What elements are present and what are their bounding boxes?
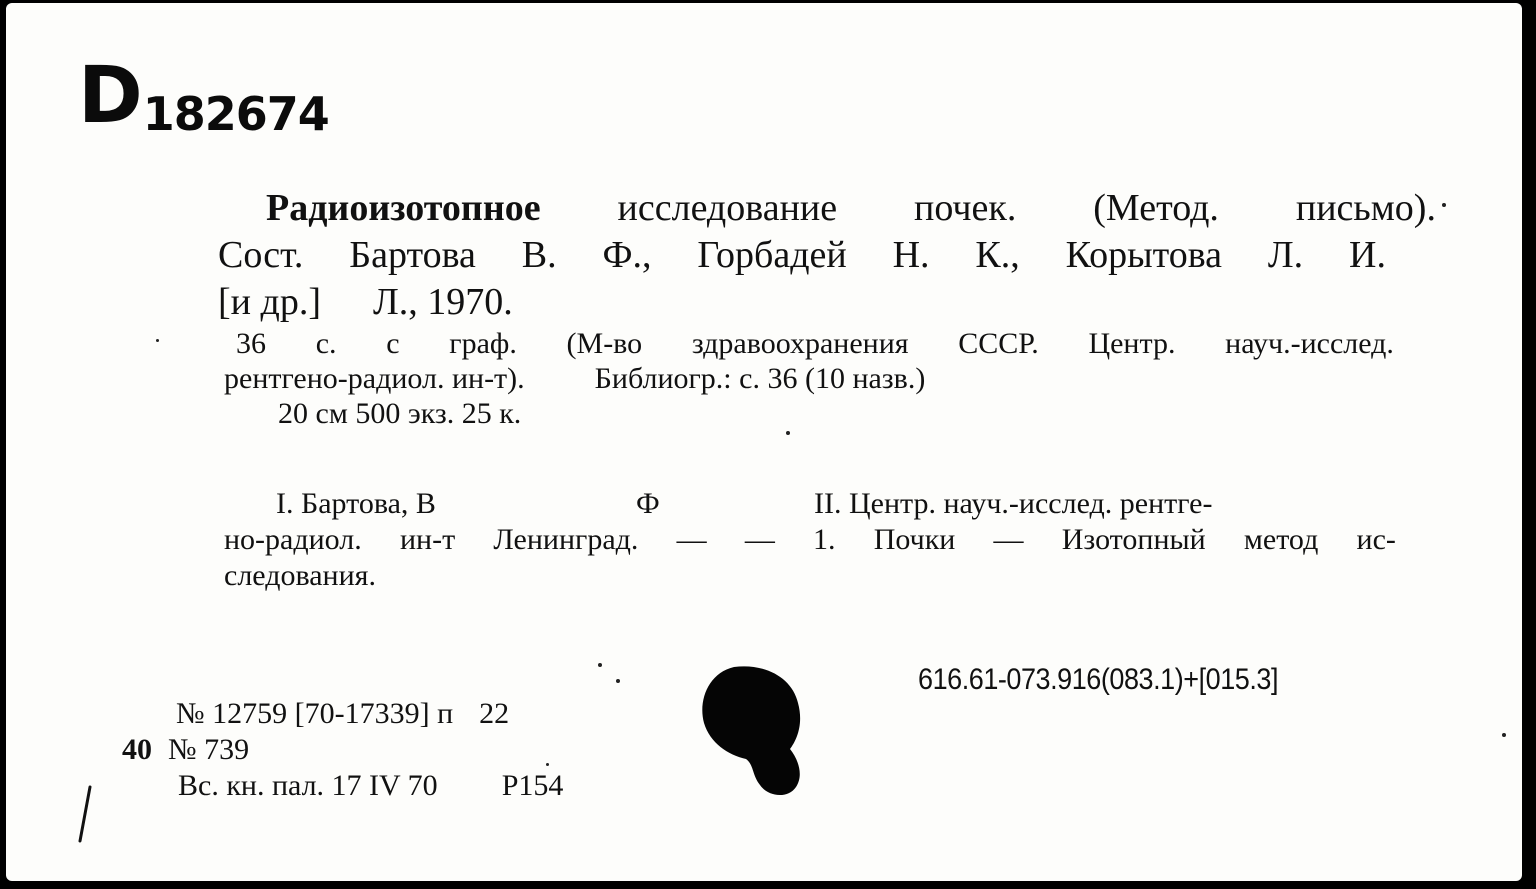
title-line-3 xyxy=(218,279,1398,326)
tracing-word: — xyxy=(993,523,1024,556)
collation-word: с xyxy=(386,327,400,360)
dust-speck xyxy=(1442,203,1446,207)
title-word: исследование xyxy=(617,187,838,229)
collation-word: науч.-исслед. xyxy=(1225,327,1394,360)
collation-line-1 xyxy=(236,326,1394,361)
title-line-1 xyxy=(266,185,1436,232)
record-code: Р154 xyxy=(501,769,564,802)
handwritten-call-number xyxy=(78,51,329,141)
tracing-initial: Ф xyxy=(636,487,660,520)
title-word: Сост. xyxy=(218,234,304,276)
record-chamber: Вс. кн. пал. 17 IV 70 xyxy=(178,769,438,802)
dust-speck xyxy=(546,763,549,766)
tracing-word: Почки xyxy=(873,523,956,556)
title-block xyxy=(218,185,1436,326)
collation-word: (М-во xyxy=(566,327,643,360)
collation-copies: 500 экз. 25 к. xyxy=(355,397,522,430)
title-imprint: Л., 1970. xyxy=(372,281,513,323)
collation-word: здравоохранения xyxy=(691,327,909,360)
tracings-line-3 xyxy=(224,558,1396,594)
tracing-word: Изотопный xyxy=(1061,523,1206,556)
collation-word: 36 xyxy=(236,327,266,360)
title-word: Н. xyxy=(892,234,930,276)
record-sheets: 22 xyxy=(479,697,510,730)
collation-institute: рентгено-радиол. ин-т). xyxy=(224,362,525,395)
title-word: Л. xyxy=(1267,234,1304,276)
title-bold: Радиоизотопное xyxy=(266,187,541,229)
ink-blot xyxy=(694,663,814,803)
record-line-1 xyxy=(176,697,509,731)
collation-block xyxy=(224,326,1394,431)
dust-speck xyxy=(1502,733,1506,737)
tracing-word: ин-т xyxy=(399,523,456,556)
pencil-stroke xyxy=(76,785,96,845)
title-word: (Метод. xyxy=(1093,187,1219,229)
tracing-word: — xyxy=(744,523,775,556)
collation-word: СССР. xyxy=(958,327,1039,360)
title-word: И. xyxy=(1349,234,1386,276)
record-line-3 xyxy=(178,769,563,803)
collation-size: 20 см xyxy=(278,397,348,430)
handwritten-letter: D xyxy=(78,51,143,141)
title-word: письмо). xyxy=(1295,187,1436,229)
record-line-2 xyxy=(122,733,249,767)
tracing-author: I. Бартова, В xyxy=(276,487,436,520)
dust-speck xyxy=(598,663,602,667)
record-number: № 12759 [70-17339] п xyxy=(176,697,454,730)
tracings-block xyxy=(224,486,1396,594)
tracing-word: ис- xyxy=(1356,523,1396,556)
collation-word: Центр. xyxy=(1088,327,1176,360)
tracings-line-2 xyxy=(224,522,1396,558)
tracings-line-1 xyxy=(276,486,1396,522)
tracing-corporate: II. Центр. науч.-исслед. рентге- xyxy=(814,487,1213,520)
catalog-card xyxy=(6,3,1522,881)
handwritten-number: 182674 xyxy=(142,87,329,141)
collation-word: с. xyxy=(315,327,337,360)
udc-classification: 616.61-073.916(083.1)+[015.3] xyxy=(918,663,1279,696)
collation-word: граф. xyxy=(449,327,517,360)
tracing-word: — xyxy=(676,523,707,556)
title-word: Корытова xyxy=(1065,234,1223,276)
record-order: № 739 xyxy=(168,733,250,766)
tracing-word: но-радиол. xyxy=(224,523,362,556)
title-word: К., xyxy=(975,234,1020,276)
collation-line-2 xyxy=(224,361,1394,396)
title-word: почек. xyxy=(914,187,1017,229)
collation-bibliography: Библиогр.: с. 36 (10 назв.) xyxy=(594,362,926,395)
collation-line-3 xyxy=(278,396,1394,431)
title-word: В. xyxy=(521,234,557,276)
dust-speck xyxy=(156,339,159,342)
dust-speck xyxy=(786,431,790,435)
tracing-word: 1. xyxy=(813,523,836,556)
title-line-2 xyxy=(218,232,1386,279)
record-lead-number: 40 xyxy=(122,733,152,766)
dust-speck xyxy=(616,679,620,683)
title-etal: [и др.] xyxy=(218,281,321,323)
title-word: Горбадей xyxy=(697,234,847,276)
tracing-word: Ленинград. xyxy=(493,523,639,556)
title-word: Ф., xyxy=(602,234,652,276)
tracing-word: следования. xyxy=(224,559,376,592)
tracing-word: метод xyxy=(1243,523,1319,556)
title-word: Бартова xyxy=(349,234,476,276)
